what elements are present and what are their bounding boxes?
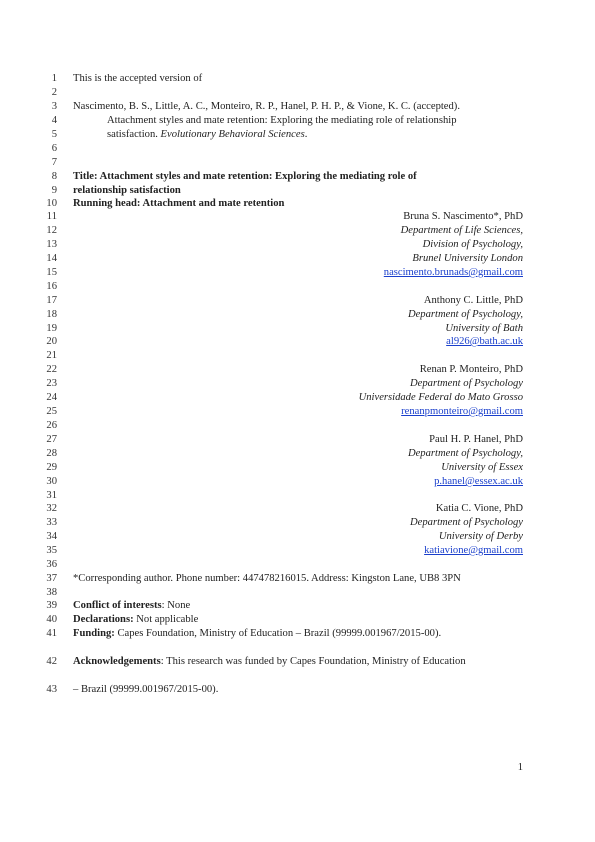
line-text [107, 114, 457, 128]
line-text [423, 238, 523, 252]
line-text [436, 502, 523, 516]
line-number: 17 [46, 295, 57, 306]
line-number: 13 [46, 239, 57, 250]
line-number: 2 [51, 87, 57, 98]
line-text [441, 461, 523, 475]
line-text [73, 627, 441, 641]
document-line [0, 210, 595, 224]
line-number: 9 [51, 185, 57, 196]
document-line [0, 156, 595, 170]
line-number: 39 [46, 600, 57, 611]
text-run: University of Essex [441, 462, 523, 473]
line-text [73, 197, 284, 211]
document-line [0, 294, 595, 308]
line-text [107, 128, 307, 142]
document-line [0, 461, 595, 475]
line-number: 4 [51, 115, 57, 126]
document-line [0, 170, 595, 184]
document-line [0, 377, 595, 391]
document-line [0, 558, 595, 572]
document-line [0, 489, 595, 503]
line-number: 1 [51, 73, 57, 84]
text-run: Department of Psychology [410, 378, 523, 389]
document-line [0, 475, 595, 489]
document-line [0, 516, 595, 530]
document-line [0, 266, 595, 280]
text-run: – Brazil (99999.001967/2015-00). [73, 684, 219, 695]
text-run: : This research was funded by Capes Foundation, Ministry of Education [160, 656, 466, 667]
document-line [0, 683, 595, 697]
document-line [0, 655, 595, 669]
text-run: Evolutionary Behavioral Sciences [160, 129, 305, 140]
line-number: 6 [51, 143, 57, 154]
document-line [0, 335, 595, 349]
line-text [445, 322, 523, 336]
line-text [439, 530, 523, 544]
document-line [0, 308, 595, 322]
line-text [73, 655, 466, 669]
line-text [446, 335, 523, 349]
text-run: Department of Psychology [410, 517, 523, 528]
line-number: 12 [46, 225, 57, 236]
email-link[interactable]: renanpmonteiro@gmail.com [401, 406, 523, 417]
line-text [410, 516, 523, 530]
line-number: 41 [46, 628, 57, 639]
text-run: . [304, 129, 308, 140]
line-number: 28 [46, 448, 57, 459]
line-text [420, 363, 523, 377]
line-number: 3 [51, 101, 57, 112]
text-run: Anthony C. Little, PhD [423, 295, 523, 306]
line-number: 40 [46, 614, 57, 625]
document-line [0, 572, 595, 586]
line-number: 15 [46, 267, 57, 278]
document-line [0, 280, 595, 294]
text-run: University of Bath [445, 323, 523, 334]
line-number: 7 [51, 157, 57, 168]
text-run: Bruna S. Nascimento*, PhD [403, 211, 523, 222]
line-number: 36 [46, 559, 57, 570]
text-run: Conflict of interests [73, 600, 162, 611]
text-run: : None [161, 600, 191, 611]
document-line [0, 86, 595, 100]
text-run: Nascimento, B. S., Little, A. C., Monteiro, R. P., Hanel, P. H. P., & Vione, K. C. (accepted). [73, 101, 460, 112]
text-run: This is the accepted version of [73, 73, 203, 84]
document-line [0, 252, 595, 266]
line-text [73, 184, 181, 198]
text-run: Renan P. Monteiro, PhD [419, 364, 523, 375]
line-text [73, 572, 461, 586]
document-line [0, 184, 595, 198]
line-text [410, 377, 523, 391]
email-link[interactable]: katiavione@gmail.com [424, 545, 523, 556]
line-text [73, 72, 202, 86]
line-number: 26 [46, 420, 57, 431]
text-run: Title: Attachment styles and mate retention: Exploring the mediating role of [73, 171, 417, 182]
line-text [384, 266, 523, 280]
line-number: 37 [46, 573, 57, 584]
line-text [424, 544, 523, 558]
document-line [0, 224, 595, 238]
line-number: 20 [46, 336, 57, 347]
email-link[interactable]: al926@bath.ac.uk [446, 336, 523, 347]
line-number: 31 [46, 490, 57, 501]
email-link[interactable]: nascimento.brunads@gmail.com [383, 267, 523, 278]
text-run: Declarations: [73, 614, 134, 625]
text-run: Katia C. Vione, PhD [435, 503, 523, 514]
text-run: Universidade Federal do Mato Grosso [358, 392, 523, 403]
line-number: 5 [51, 129, 57, 140]
line-number: 16 [46, 281, 57, 292]
document-line [0, 627, 595, 641]
document-line [0, 322, 595, 336]
text-run: University of Derby [438, 531, 523, 542]
document-line [0, 197, 595, 211]
line-number: 14 [46, 253, 57, 264]
line-number: 30 [46, 476, 57, 487]
line-text [73, 100, 460, 114]
email-link[interactable]: p.hanel@essex.ac.uk [434, 476, 523, 487]
line-number: 10 [46, 198, 57, 209]
document-line [0, 391, 595, 405]
text-run: relationship satisfaction [73, 185, 181, 196]
line-number: 29 [46, 462, 57, 473]
document-line [0, 502, 595, 516]
document-line [0, 419, 595, 433]
document-line [0, 613, 595, 627]
document-line [0, 100, 595, 114]
document-line [0, 433, 595, 447]
document-line [0, 114, 595, 128]
line-number: 43 [46, 684, 57, 695]
text-run: satisfaction. [107, 129, 161, 140]
line-text [401, 224, 523, 238]
document-line [0, 530, 595, 544]
line-number: 32 [46, 503, 57, 514]
line-text [403, 210, 523, 224]
document-line [0, 405, 595, 419]
line-text [73, 683, 218, 697]
line-number: 34 [46, 531, 57, 542]
line-number: 18 [46, 309, 57, 320]
document-line [0, 238, 595, 252]
line-text [408, 447, 523, 461]
text-run: Capes Foundation, Ministry of Education – Brazil (99999.001967/2015-00). [114, 628, 442, 639]
line-text [359, 391, 523, 405]
line-text [429, 433, 523, 447]
line-number: 25 [46, 406, 57, 417]
text-run: Paul H. P. Hanel, PhD [429, 434, 523, 445]
line-number: 11 [46, 211, 57, 222]
text-run: Brunel University London [412, 253, 523, 264]
document-line [0, 142, 595, 156]
document-line [0, 72, 595, 86]
line-text [73, 613, 198, 627]
text-run: Department of Psychology, [407, 448, 523, 459]
line-number: 21 [46, 350, 57, 361]
line-text [434, 475, 523, 489]
text-run: Department of Psychology, [407, 309, 523, 320]
line-number: 19 [46, 323, 57, 334]
line-number: 33 [46, 517, 57, 528]
text-run: Running head: Attachment and mate retention [73, 198, 285, 209]
line-text [73, 599, 190, 613]
line-text [73, 170, 417, 184]
document-line [0, 544, 595, 558]
text-run: Division of Psychology, [422, 239, 523, 250]
line-number: 38 [46, 587, 57, 598]
document-line [0, 349, 595, 363]
text-run: Department of Life Sciences, [400, 225, 523, 236]
document-line [0, 128, 595, 142]
text-run: Not applicable [133, 614, 199, 625]
line-number: 42 [46, 656, 57, 667]
line-text [424, 294, 523, 308]
line-number: 24 [46, 392, 57, 403]
text-run: Acknowledgements [73, 656, 161, 667]
line-text [401, 405, 523, 419]
document-line [0, 447, 595, 461]
document-line [0, 586, 595, 600]
line-number: 22 [46, 364, 57, 375]
line-number: 35 [46, 545, 57, 556]
page-number: 1 [517, 762, 523, 773]
document-line [0, 363, 595, 377]
line-number: 8 [51, 171, 57, 182]
line-number: 27 [46, 434, 57, 445]
line-number: 23 [46, 378, 57, 389]
line-text [412, 252, 523, 266]
text-run: *Corresponding author. Phone number: 447478216015. Address: Kingston Lane, UB8 3PN [73, 573, 461, 584]
document-line [0, 599, 595, 613]
text-run: Funding: [73, 628, 115, 639]
line-text [408, 308, 523, 322]
text-run: Attachment styles and mate retention: Exploring the mediating role of relationship [107, 115, 457, 126]
